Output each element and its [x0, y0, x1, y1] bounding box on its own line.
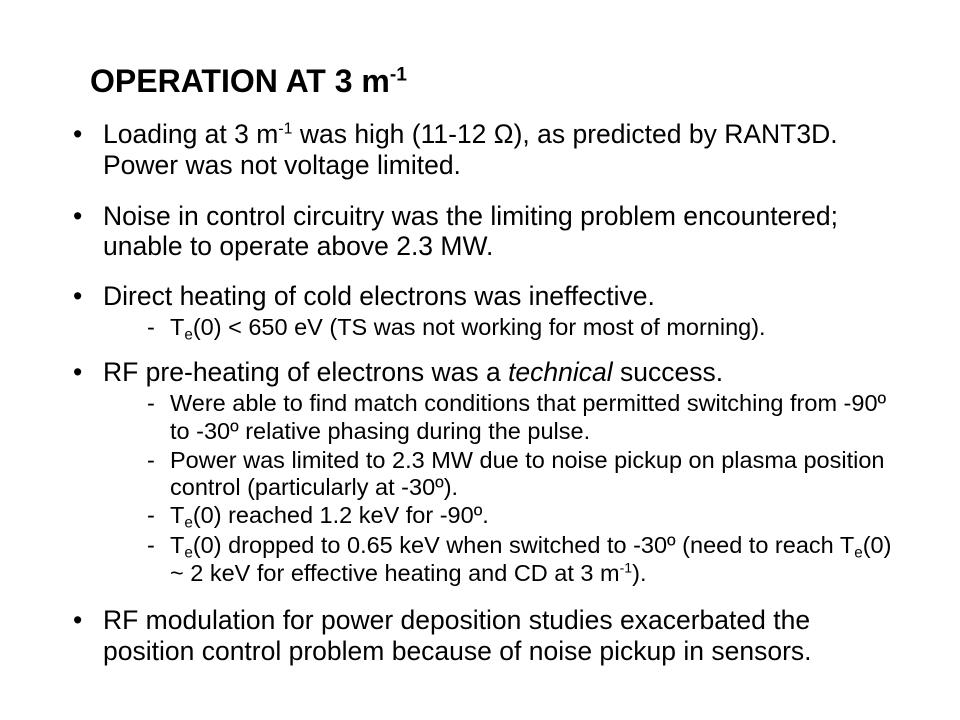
- bullet-marker: •: [73, 605, 83, 635]
- bullet-4-sub-4-line-1: [170, 531, 892, 562]
- text-run: T: [170, 532, 185, 558]
- text-run: position control problem because of noise pickup in sensors.: [103, 636, 812, 666]
- text-run: T: [170, 502, 185, 528]
- subscript: e: [184, 326, 193, 344]
- text-run: was high (11-12 Ω), as predicted by RANT3D.: [292, 119, 838, 149]
- text-run: (0) < 650 eV (TS was not working for most of morning).: [192, 314, 766, 340]
- slide-title-superscript: -1: [389, 64, 407, 86]
- bullet-5-line-1: [103, 605, 810, 635]
- text-run: RF pre-heating of electrons was a: [103, 357, 509, 387]
- bullet-4-sub-4-line-2: [170, 559, 647, 587]
- subscript: e: [184, 544, 193, 562]
- text-run: ~ 2 keV for effective heating and CD at 3 m: [170, 560, 620, 586]
- sub-bullet-marker: -: [147, 502, 155, 528]
- superscript: -1: [619, 559, 633, 576]
- bullet-1-line-2: [103, 150, 461, 180]
- text-run: Were able to find match conditions that permitted switching from -90º: [170, 390, 887, 416]
- text-run: to -30º relative phasing during the pulse.: [170, 418, 591, 444]
- bullet-marker: •: [73, 357, 83, 387]
- text-run: RF modulation for power deposition studies exacerbated the: [103, 605, 811, 635]
- emphasis: technical: [508, 357, 613, 387]
- sub-bullet-marker: -: [147, 314, 155, 340]
- bullet-4-sub-1-line-2: [170, 417, 590, 445]
- bullet-marker: •: [73, 201, 83, 231]
- text-run: unable to operate above 2.3 MW.: [103, 231, 494, 261]
- bullet-2-line-1: [103, 201, 838, 231]
- text-run: T: [170, 314, 185, 340]
- text-run: (0) reached 1.2 keV for -90º.: [192, 502, 489, 528]
- text-run: (0): [862, 532, 892, 558]
- slide-title-text: OPERATION AT 3 m: [90, 63, 390, 99]
- bullet-2-line-2: [103, 231, 493, 261]
- slide-title: [90, 65, 407, 97]
- text-run: Loading at 3 m: [103, 119, 279, 149]
- subscript: e: [854, 544, 863, 562]
- text-run: (0) dropped to 0.65 keV when switched to -30º (need to reach T: [192, 532, 855, 558]
- bullet-marker: •: [73, 119, 83, 149]
- subscript: e: [184, 514, 193, 532]
- text-run: Noise in control circuitry was the limiting problem encountered;: [103, 201, 838, 231]
- sub-bullet-marker: -: [147, 532, 155, 558]
- bullet-4-sub-2-line-2: [170, 473, 458, 501]
- superscript: -1: [278, 120, 293, 138]
- bullet-4-sub-3-line-1: [170, 501, 489, 532]
- bullet-3-sub-1-line-1: [170, 313, 766, 344]
- text-run: ).: [632, 560, 647, 586]
- bullet-4-sub-2-line-1: [170, 446, 885, 474]
- text-run: Power was limited to 2.3 MW due to noise pickup on plasma position: [170, 447, 885, 473]
- bullet-5-line-2: [103, 636, 812, 666]
- bullet-3-line-1: [103, 281, 655, 311]
- sub-bullet-marker: -: [147, 447, 155, 473]
- text-run: success.: [612, 357, 724, 387]
- bullet-4-line-1: [103, 357, 723, 387]
- text-run: control (particularly at -30º).: [170, 474, 459, 500]
- bullet-1-line-1: [103, 119, 838, 149]
- bullet-marker: •: [73, 281, 83, 311]
- text-run: Power was not voltage limited.: [103, 150, 461, 180]
- bullet-4-sub-1-line-1: [170, 389, 886, 417]
- sub-bullet-marker: -: [147, 390, 155, 416]
- text-run: Direct heating of cold electrons was ineffective.: [103, 281, 655, 311]
